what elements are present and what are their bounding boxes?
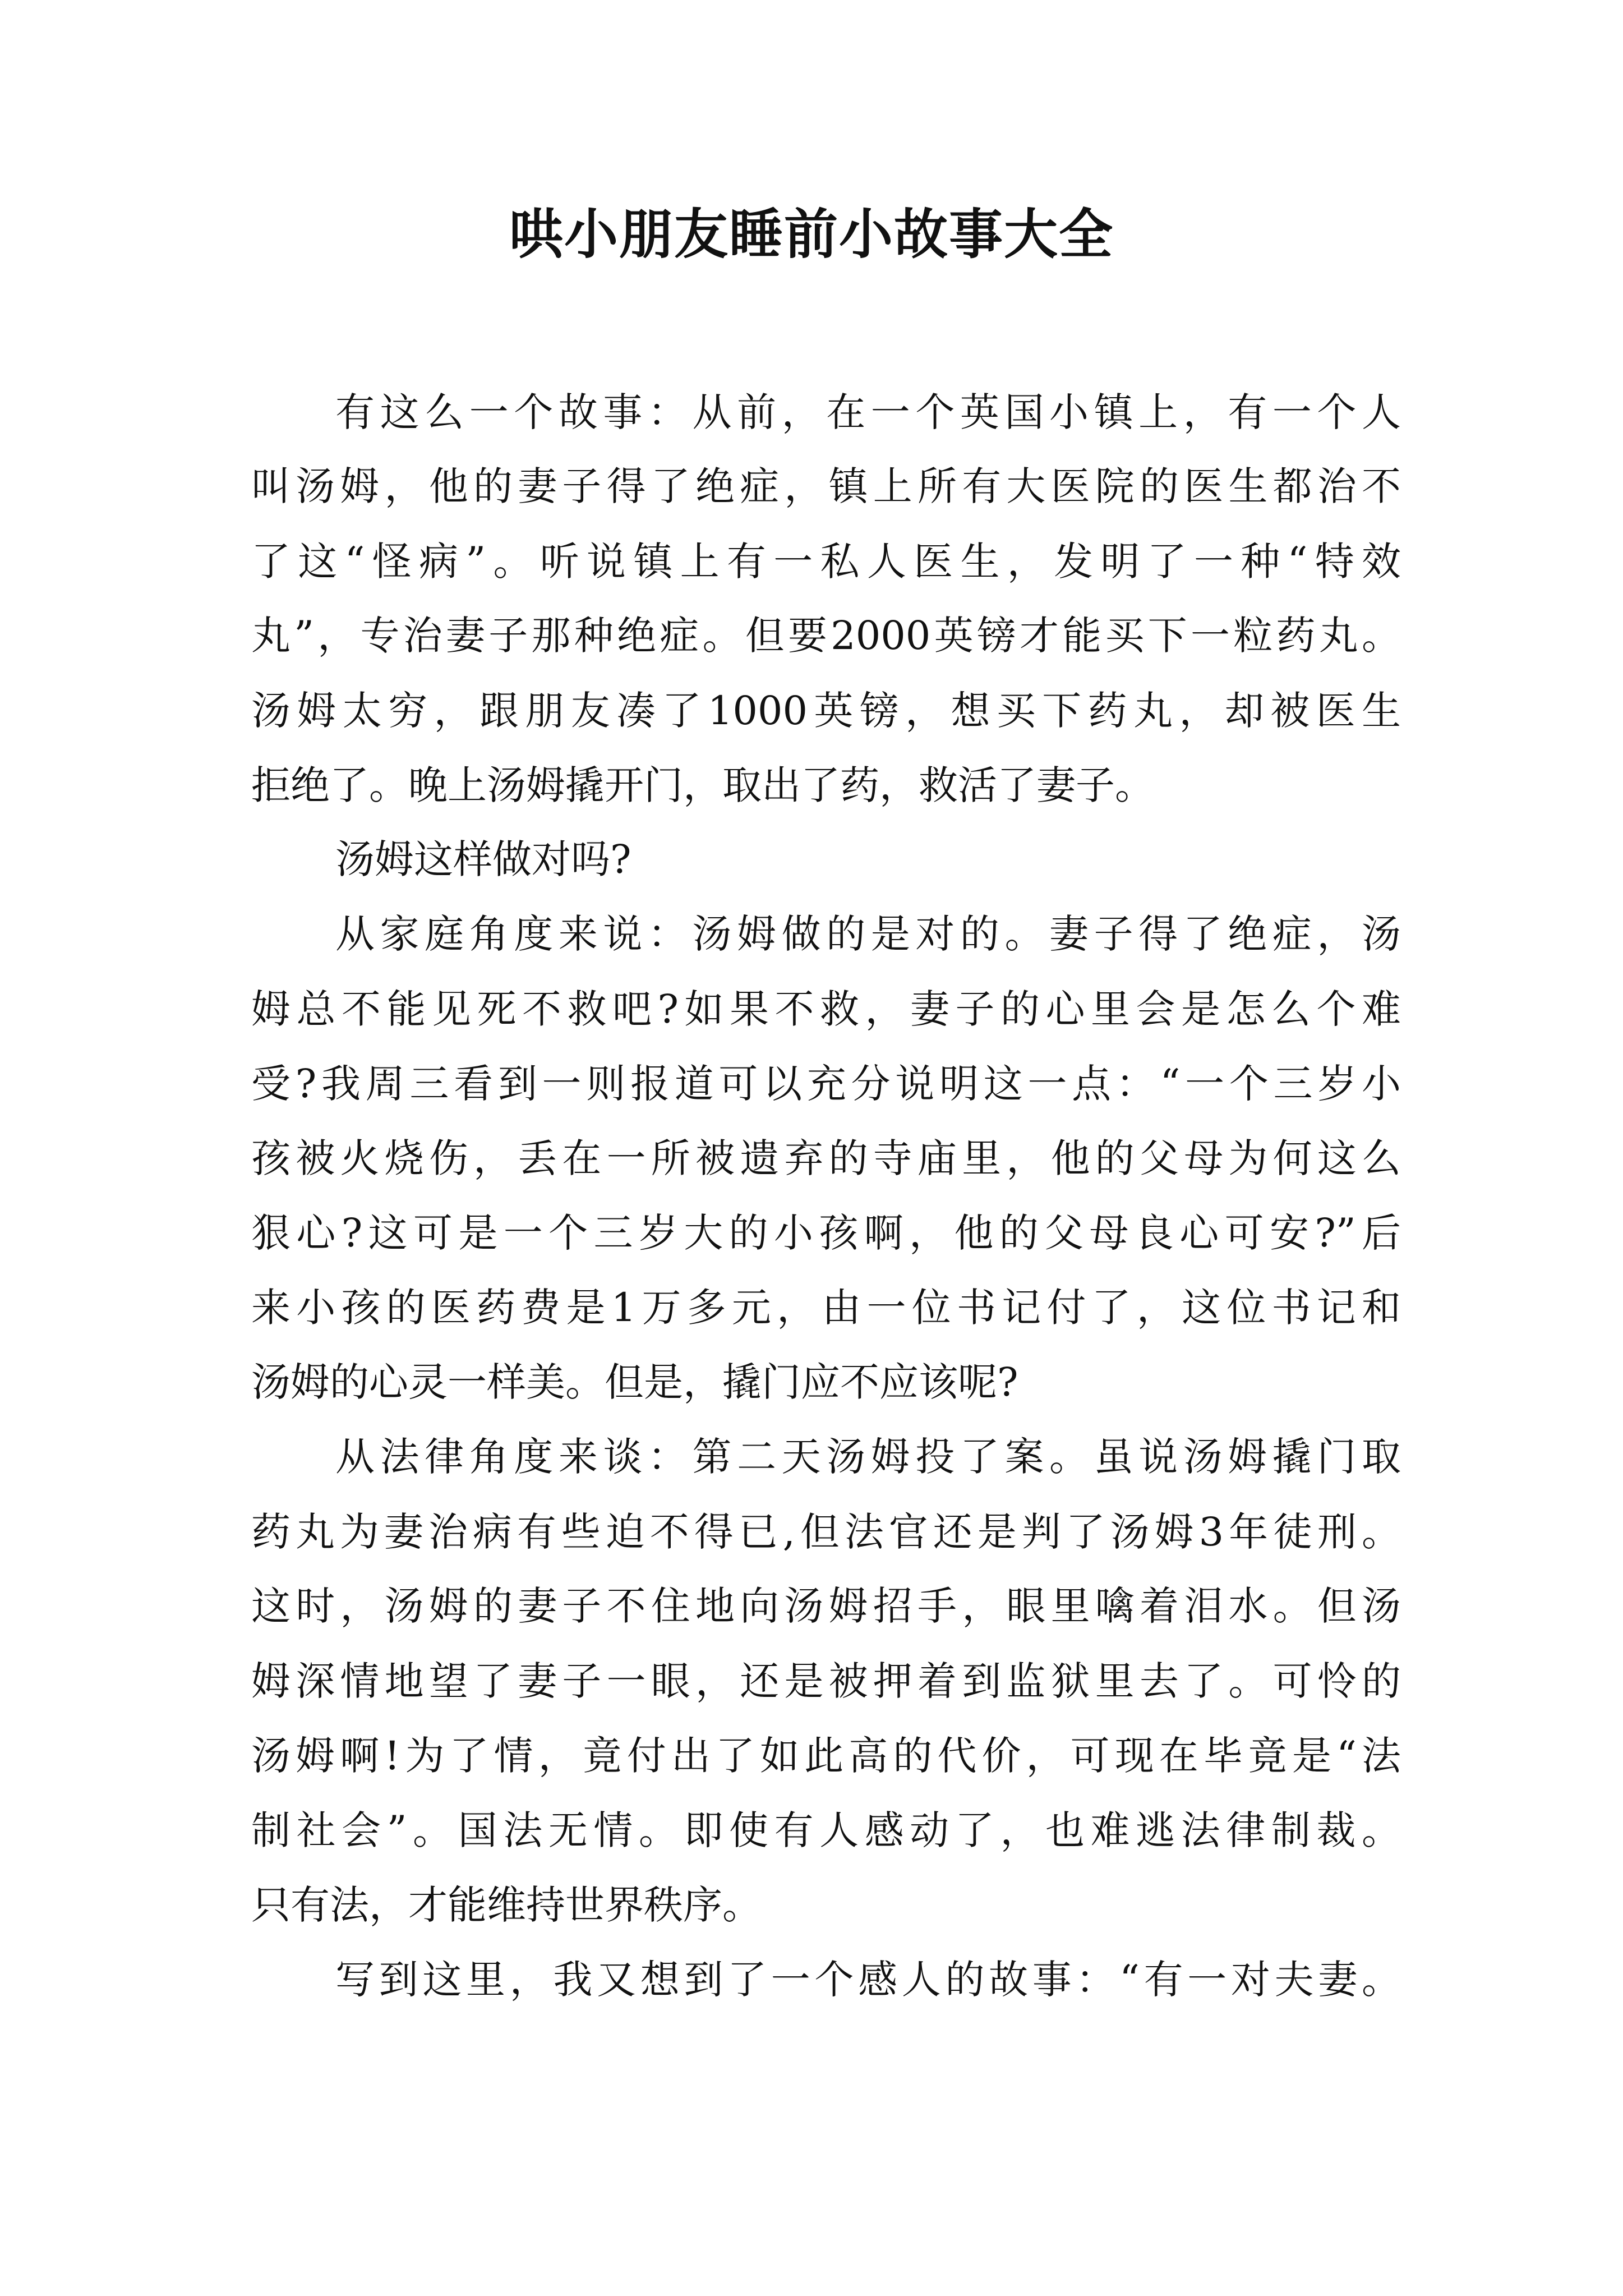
paragraph-2-line-1: 汤姆这样做对吗? — [335, 836, 631, 882]
paragraph-1-line-6: 拒绝了。晚上汤姆撬开门，取出了药，救活了妻子。 — [251, 762, 1154, 808]
paragraph-1-line-4: 丸”，专治妻子那种绝症。但要2000英镑才能买下一粒药丸。 — [251, 613, 1401, 659]
paragraph-4-line-1: 从法律角度来谈：第二天汤姆投了案。虽说汤姆撬门取 — [335, 1434, 1401, 1480]
paragraph-3-line-1: 从家庭角度来说：汤姆做的是对的。妻子得了绝症，汤 — [335, 911, 1401, 957]
paragraph-3-line-7: 汤姆的心灵一样美。但是，撬门应不应该呢? — [251, 1359, 1018, 1405]
paragraph-5-line-1: 写到这里，我又想到了一个感人的故事：“有一对夫妻。 — [335, 1957, 1401, 2003]
paragraph-3-line-5: 狠心?这可是一个三岁大的小孩啊，他的父母良心可安?”后 — [251, 1210, 1401, 1256]
paragraph-4-line-4: 姆深情地望了妻子一眼，还是被押着到监狱里去了。可怜的 — [251, 1658, 1401, 1704]
paragraph-3-line-3: 受?我周三看到一则报道可以充分说明这一点：“一个三岁小 — [251, 1061, 1401, 1107]
document-title: 哄小朋友睡前小故事大全 — [509, 203, 1114, 266]
paragraph-3-line-4: 孩被火烧伤，丢在一所被遗弃的寺庙里，他的父母为何这么 — [251, 1135, 1401, 1181]
paragraph-1-line-1: 有这么一个故事：从前，在一个英国小镇上，有一个人 — [335, 389, 1401, 435]
paragraph-4-line-5: 汤姆啊!为了情，竟付出了如此高的代价，可现在毕竟是“法 — [251, 1733, 1401, 1779]
paragraph-1-line-5: 汤姆太穷，跟朋友凑了1000英镑，想买下药丸，却被医生 — [251, 688, 1401, 734]
paragraph-3-line-2: 姆总不能见死不救吧?如果不救，妻子的心里会是怎么个难 — [251, 986, 1401, 1032]
paragraph-4-line-3: 这时，汤姆的妻子不住地向汤姆招手，眼里噙着泪水。但汤 — [251, 1583, 1401, 1629]
paragraph-1-line-2: 叫汤姆，他的妻子得了绝症，镇上所有大医院的医生都治不 — [251, 463, 1401, 509]
paragraph-1-line-3: 了这“怪病”。听说镇上有一私人医生，发明了一种“特效 — [251, 539, 1401, 585]
paragraph-4-line-7: 只有法，才能维持世界秩序。 — [251, 1882, 762, 1928]
paragraph-4-line-2: 药丸为妻治病有些迫不得已,但法官还是判了汤姆3年徒刑。 — [251, 1509, 1401, 1555]
paragraph-3-line-6: 来小孩的医药费是1万多元，由一位书记付了，这位书记和 — [251, 1285, 1401, 1331]
paragraph-4-line-6: 制社会”。国法无情。即使有人感动了，也难逃法律制裁。 — [251, 1807, 1401, 1853]
